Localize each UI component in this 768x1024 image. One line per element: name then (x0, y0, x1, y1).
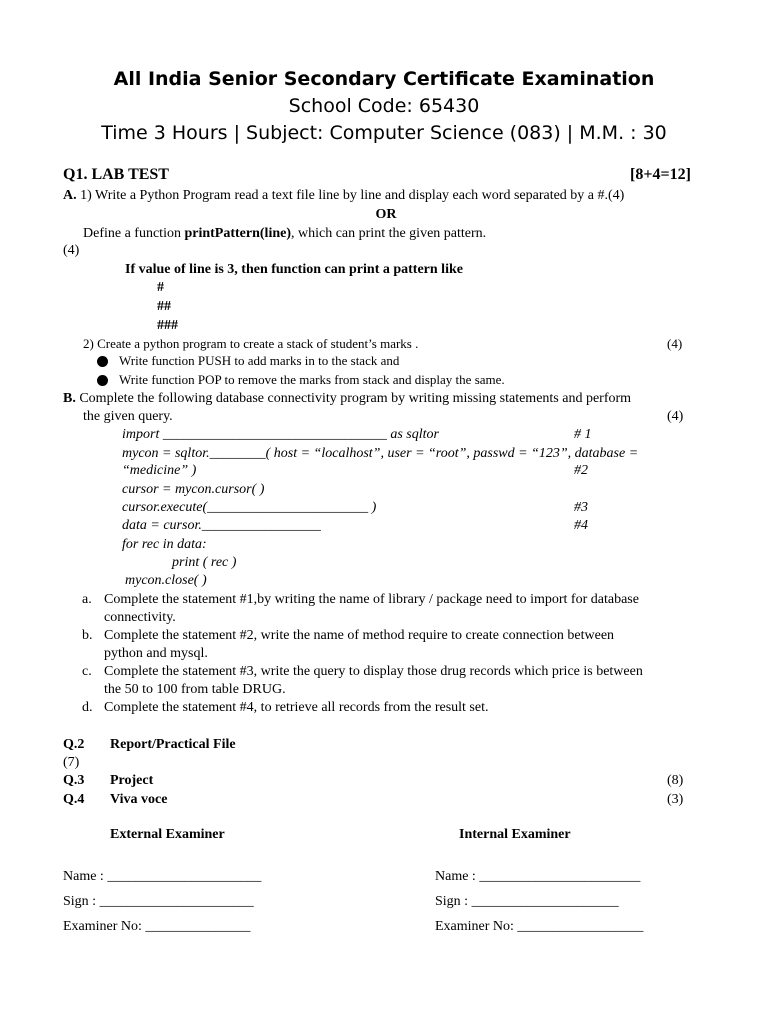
q1-b-line2: the given query. (83, 409, 173, 424)
question-a-line1: Complete the statement #1,by writing the name of library / package need to import for database (104, 592, 639, 607)
code-line-6: data = cursor._________________ (122, 518, 321, 533)
q1-b-marks: (4) (667, 409, 684, 424)
pattern-line-3: ### (157, 318, 178, 333)
define-post: , which can print the given pattern. (291, 226, 487, 241)
code-comment-3: #3 (574, 500, 588, 515)
code-line-7: for rec in data: (122, 537, 207, 552)
q2-title: Report/Practical File (110, 737, 236, 752)
q4-title: Viva voce (110, 792, 168, 807)
external-sign-field: Sign : ______________________ (63, 894, 254, 909)
question-mark-c: c. (82, 664, 92, 679)
school-code: School Code: 65430 (288, 95, 480, 117)
question-b-line1: Complete the statement #2, write the name of method require to create connection between (104, 628, 615, 643)
q2-marks: (7) (63, 755, 80, 770)
define-marks: (4) (63, 243, 80, 258)
q4-label: Q.4 (63, 792, 85, 807)
external-examiner-no-field: Examiner No: _______________ (63, 919, 251, 934)
q3-title: Project (110, 773, 154, 788)
code-line-1: import ________________________________ as sqltor (122, 427, 439, 442)
question-a-line2: connectivity. (104, 610, 176, 625)
q1-title: . LAB TEST (83, 166, 169, 183)
question-mark-d: d. (82, 700, 93, 715)
define-bold: printPattern(line) (184, 226, 291, 241)
pattern-heading: If value of line is 3, then function can print a pattern like (125, 262, 463, 277)
q3-label: Q.3 (63, 773, 85, 788)
question-mark-a: a. (82, 592, 92, 607)
pattern-line-1: # (157, 280, 164, 295)
internal-sign-field: Sign : _____________________ (435, 894, 619, 909)
external-name-field: Name : ______________________ (63, 869, 262, 884)
bullet-pop: Write function POP to remove the marks from stack and display the same. (119, 372, 505, 387)
bullet-push: Write function PUSH to add marks in to the stack and (119, 353, 400, 368)
code-line-4: cursor = mycon.cursor( ) (122, 482, 265, 497)
question-c-line1: Complete the statement #3, write the query to display those drug records which price is between (104, 664, 643, 679)
q1-a1-text: 1) Write a Python Program read a text file line by line and display each word separated by a #.(4) (76, 188, 625, 203)
q1-b-label: B. (63, 391, 76, 406)
q3-marks: (8) (667, 773, 684, 788)
q1-b-text: Complete the following database connectivity program by writing missing statements and perform (75, 391, 632, 406)
define-function-text (83, 226, 486, 242)
code-line-5: cursor.execute(_______________________ ) (122, 500, 377, 515)
define-pre: Define a function (83, 226, 185, 241)
exam-title: All India Senior Secondary Certificate Examination (113, 68, 655, 90)
q1-a2-marks: (4) (667, 336, 683, 351)
code-comment-1: # 1 (574, 427, 592, 442)
q1-b-line1 (63, 391, 631, 407)
internal-examiner-heading: Internal Examiner (459, 827, 571, 842)
internal-examiner-no-field: Examiner No: __________________ (435, 919, 644, 934)
question-c-line2: the 50 to 100 from table DRUG. (104, 682, 286, 697)
code-comment-2: #2 (574, 463, 588, 478)
q1-marks: [8+4=12] (630, 166, 691, 183)
code-line-3: “medicine” ) (122, 463, 197, 478)
q1-heading (63, 166, 169, 184)
pattern-line-2: ## (157, 299, 171, 314)
q2-label: Q.2 (63, 737, 85, 752)
q4-marks: (3) (667, 792, 684, 807)
bullet-icon (97, 356, 108, 367)
q1-a2-text: 2) Create a python program to create a stack of student’s marks . (83, 336, 419, 351)
code-line-8: print ( rec ) (172, 555, 237, 570)
question-b-line2: python and mysql. (104, 646, 208, 661)
question-mark-b: b. (82, 628, 93, 643)
external-examiner-heading: External Examiner (110, 827, 225, 842)
bullet-icon (97, 375, 108, 386)
exam-meta: Time 3 Hours | Subject: Computer Science (083) | M.M. : 30 (101, 122, 667, 144)
or-separator: OR (375, 207, 397, 222)
code-line-9: mycon.close( ) (125, 573, 207, 588)
code-line-2: mycon = sqltor.________( host = “localhost”, user = “root”, passwd = “123”, database = (122, 446, 639, 461)
code-comment-4: #4 (574, 518, 588, 533)
q1-a-label: A. (63, 188, 77, 203)
internal-name-field: Name : _______________________ (435, 869, 641, 884)
q1-label: Q1 (63, 166, 84, 183)
question-d-line1: Complete the statement #4, to retrieve all records from the result set. (104, 700, 489, 715)
q1-a1 (63, 188, 624, 204)
